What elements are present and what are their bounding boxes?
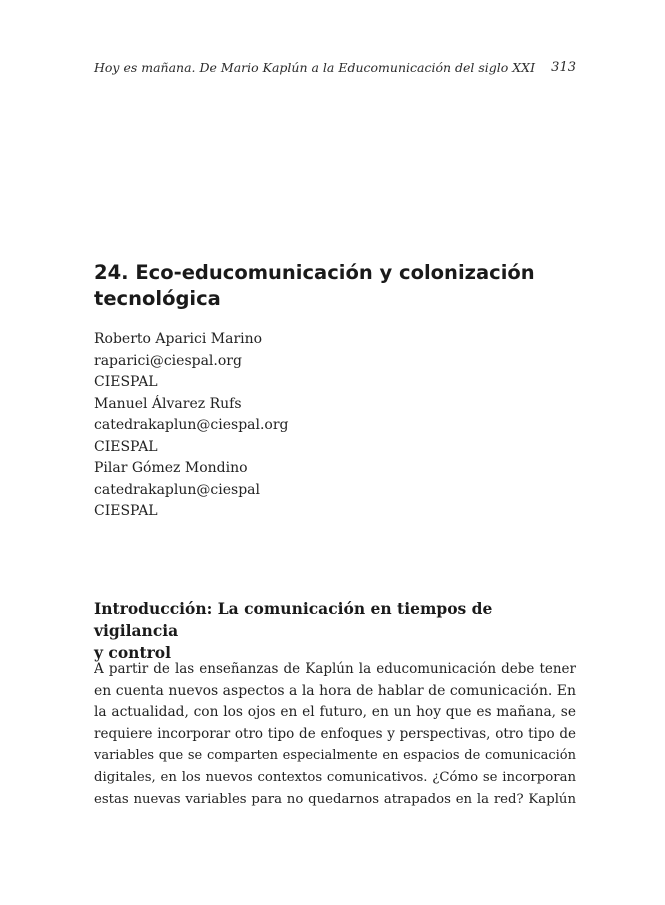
- author-email: catedrakaplun@ciespal: [94, 481, 260, 498]
- author-email: raparici@ciespal.org: [94, 352, 242, 369]
- author-name: Pilar Gómez Mondino: [94, 460, 248, 476]
- section-heading: [94, 598, 564, 664]
- section-heading-line: Introducción: La comunicación en tiempos de vigilancia: [94, 599, 493, 640]
- author-affiliation: CIESPAL: [94, 374, 158, 390]
- chapter-title-line: tecnológica: [94, 287, 221, 310]
- paragraph-line: variables que se comparten especialmente en espacios de comunicación: [94, 748, 576, 764]
- author-affiliation: CIESPAL: [94, 438, 158, 455]
- paragraph-line: digitales, en los nuevos contextos comunicativos. ¿Cómo se incorporan: [94, 769, 576, 785]
- paragraph-line: estas nuevas variables para no quedarnos atrapados en la red? Kaplún: [94, 791, 576, 807]
- paragraph-line: en cuenta nuevos aspectos a la hora de hablar de comunicación. En: [94, 682, 576, 699]
- author-email: catedrakaplun@ciespal.org: [94, 417, 289, 433]
- running-header-title: Hoy es mañana. De Mario Kaplún a la Educomunicación del siglo XXI: [94, 60, 536, 75]
- body-paragraph: [94, 659, 576, 810]
- chapter-title: [94, 260, 564, 312]
- page-number: 313: [551, 60, 576, 75]
- author-name: Roberto Aparici Marino: [94, 331, 263, 347]
- running-header: [94, 60, 576, 80]
- chapter-title-line: 24. Eco-educomunicación y colonización: [94, 261, 535, 284]
- author-affiliation: CIESPAL: [94, 503, 158, 519]
- paragraph-line: la actualidad, con los ojos en el futuro, en un hoy que es mañana, se: [94, 704, 576, 721]
- paragraph-line: A partir de las enseñanzas de Kaplún la educomunicación debe tener: [94, 661, 576, 677]
- section-heading-line: y control: [94, 643, 172, 662]
- author-block: [94, 329, 494, 523]
- author-name: Manuel Álvarez Rufs: [94, 395, 242, 412]
- paragraph-line: requiere incorporar otro tipo de enfoques y perspectivas, otro tipo de: [94, 725, 576, 742]
